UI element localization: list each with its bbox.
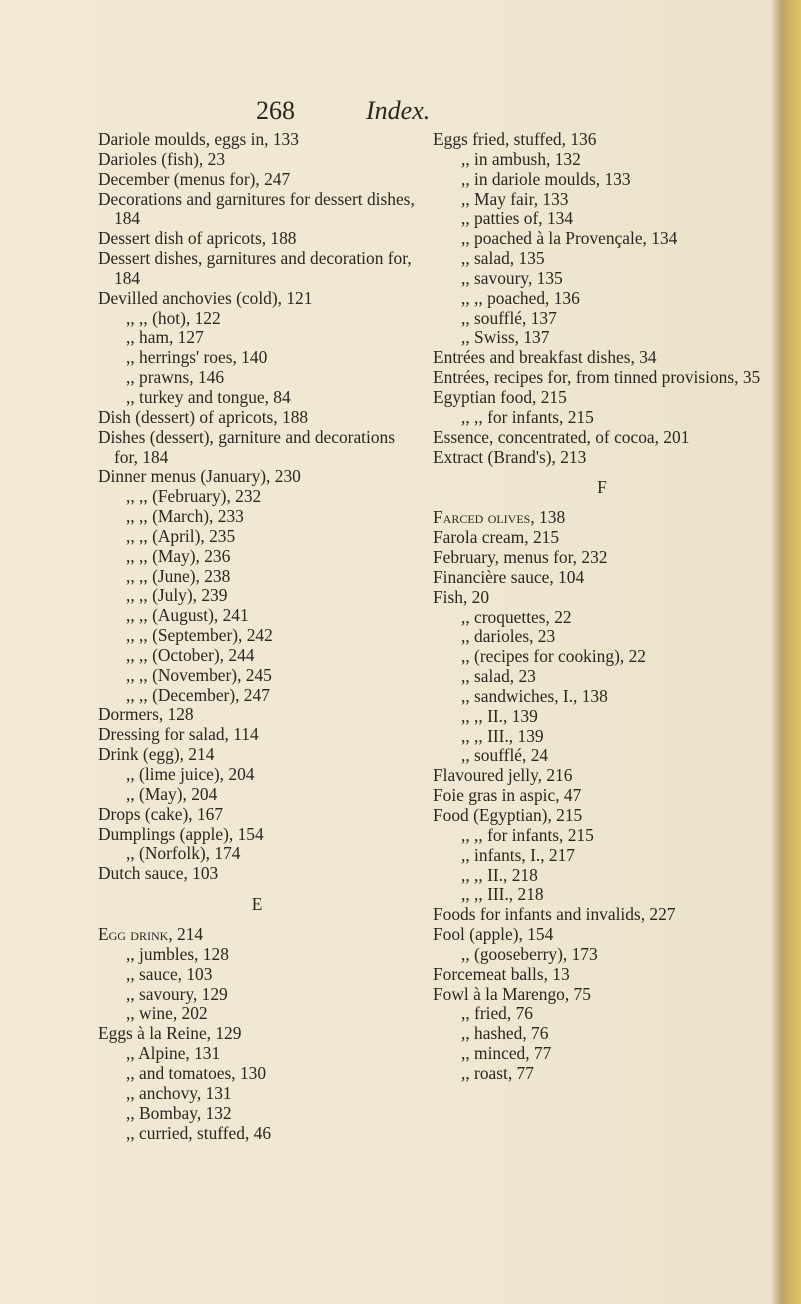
index-entry: February, menus for, 232 <box>433 547 608 568</box>
index-entry: Darioles (fish), 23 <box>98 148 226 169</box>
index-entry: Foods for infants and invalids, 227 <box>433 904 676 925</box>
index-entry: ,, soufflé, 24 <box>461 745 549 766</box>
index-entry: ,, (recipes for cooking), 22 <box>461 646 646 667</box>
index-entry: ,, ,, (hot), 122 <box>126 307 221 328</box>
index-entry: ,, ,, (October), 244 <box>126 644 255 665</box>
entry-lead-word: Farced olives <box>433 507 531 528</box>
index-entry: Dressing for salad, 114 <box>98 724 259 745</box>
index-entry: ,, ,, for infants, 215 <box>461 406 594 427</box>
index-entry: Foie gras in aspic, 47 <box>433 785 582 806</box>
index-entry: ,, poached à la Provençale, 134 <box>461 228 678 249</box>
index-entry: Farola cream, 215 <box>433 527 560 548</box>
index-entry: Dumplings (apple), 154 <box>98 823 264 844</box>
index-entry: ,, sauce, 103 <box>126 963 213 984</box>
index-entry: ,, ,, (May), 236 <box>126 545 231 566</box>
index-entry: ,, jumbles, 128 <box>126 943 229 964</box>
index-entry: ,, ,, II., 218 <box>461 864 538 885</box>
index-entry: Dessert dish of apricots, 188 <box>98 228 297 249</box>
index-entry: ,, wine, 202 <box>126 1003 208 1024</box>
page-header <box>0 96 801 132</box>
index-entry: Fowl à la Marengo, 75 <box>433 983 591 1004</box>
index-entry: ,, ,, (April), 235 <box>126 525 236 546</box>
index-entry: Egyptian food, 215 <box>433 386 567 407</box>
index-entry: ,, herrings' roes, 140 <box>126 347 268 368</box>
index-entry: Farced olives, 138 <box>433 507 566 528</box>
index-entry: Egg drink, 214 <box>98 924 204 945</box>
index-entry: ,, Swiss, 137 <box>461 327 550 348</box>
index-entry: ,, and tomatoes, 130 <box>126 1062 267 1083</box>
index-entry: ,, roast, 77 <box>461 1062 534 1083</box>
index-entry: ,, ,, (November), 245 <box>126 664 272 685</box>
index-entry: Dinner menus (January), 230 <box>98 466 301 487</box>
index-entry: ,, ,, (December), 247 <box>126 684 270 705</box>
index-entry: Dariole moulds, eggs in, 133 <box>98 129 299 149</box>
index-entry: ,, in ambush, 132 <box>461 148 581 169</box>
index-entry: ,, salad, 23 <box>461 666 536 687</box>
index-entry: ,, in dariole moulds, 133 <box>461 168 631 189</box>
index-entry: ,, ,, II., 139 <box>461 705 538 726</box>
index-entry: Devilled anchovies (cold), 121 <box>98 287 313 308</box>
index-entry: ,, soufflé, 137 <box>461 307 557 328</box>
index-entry: ,, curried, stuffed, 46 <box>126 1122 272 1143</box>
index-entry: ,, fried, 76 <box>461 1003 533 1024</box>
index-entry: ,, (May), 204 <box>126 783 218 804</box>
index-entry: Eggs à la Reine, 129 <box>98 1023 242 1044</box>
index-entry: Dutch sauce, 103 <box>98 863 219 884</box>
index-entry: Flavoured jelly, 216 <box>433 765 573 786</box>
index-entry: ,, salad, 135 <box>461 248 545 269</box>
index-entry: Dormers, 128 <box>98 704 194 725</box>
index-entry: ,, darioles, 23 <box>461 626 556 647</box>
index-entry: ,, ,, poached, 136 <box>461 287 580 308</box>
index-entry: Entrées, recipes for, from tinned provisions, 35 <box>433 367 761 388</box>
index-entry: Forcemeat balls, 13 <box>433 963 570 984</box>
index-entry: ,, ,, (March), 233 <box>126 506 244 527</box>
index-entry: ,, savoury, 129 <box>126 983 228 1004</box>
index-column-left <box>98 130 416 1143</box>
index-entry: Fish, 20 <box>433 586 490 607</box>
index-entry: ,, ,, III., 218 <box>461 884 544 905</box>
index-entry: ,, Alpine, 131 <box>126 1043 221 1064</box>
index-entry: Essence, concentrated, of cocoa, 201 <box>433 426 690 447</box>
index-entry: ,, (gooseberry), 173 <box>461 943 598 964</box>
index-entry: ,, hashed, 76 <box>461 1023 549 1044</box>
index-entry: ,, ,, for infants, 215 <box>461 824 594 845</box>
index-entry: ,, ,, (August), 241 <box>126 605 249 626</box>
index-entry: ,, turkey and tongue, 84 <box>126 386 291 407</box>
index-entry: Food (Egyptian), 215 <box>433 805 583 825</box>
index-entry: Dish (dessert) of apricots, 188 <box>98 406 309 427</box>
index-entry: Drops (cake), 167 <box>98 803 224 824</box>
index-entry: ,, ham, 127 <box>126 327 204 348</box>
index-entry: ,, ,, III., 139 <box>461 725 544 746</box>
index-entry: ,, ,, (June), 238 <box>126 565 231 586</box>
index-column-right <box>433 130 771 1084</box>
index-entry: Dessert dishes, garnitures and decoration for, 184 <box>98 248 412 288</box>
index-entry: ,, patties of, 134 <box>461 208 574 229</box>
page-number: 268 <box>256 96 295 125</box>
index-entry: ,, ,, (February), 232 <box>126 486 262 507</box>
index-entry: Fool (apple), 154 <box>433 924 554 945</box>
page-edge <box>771 0 801 1304</box>
index-entry: Entrées and breakfast dishes, 34 <box>433 347 657 368</box>
index-entry: Drink (egg), 214 <box>98 744 215 765</box>
index-entry: ,, Bombay, 132 <box>126 1102 232 1123</box>
entry-lead-word: Egg drink <box>98 924 169 945</box>
index-entry: ,, ,, (September), 242 <box>126 625 273 646</box>
index-entry: ,, minced, 77 <box>461 1043 552 1064</box>
section-letter: E <box>251 894 263 915</box>
index-entry: ,, (Norfolk), 174 <box>126 843 241 864</box>
index-entry: ,, savoury, 135 <box>461 267 563 288</box>
index-entry: December (menus for), 247 <box>98 168 291 189</box>
index-entry: Financière sauce, 104 <box>433 566 585 587</box>
index-entry: ,, croquettes, 22 <box>461 606 572 627</box>
index-entry: ,, (lime juice), 204 <box>126 764 255 784</box>
index-entry: ,, infants, I., 217 <box>461 844 575 865</box>
running-title: Index. <box>366 96 431 125</box>
index-entry: ,, sandwiches, I., 138 <box>461 685 608 706</box>
index-entry: ,, anchovy, 131 <box>126 1082 232 1103</box>
index-entry: Decorations and garnitures for dessert dishes, 184 <box>98 188 415 229</box>
index-entry: Dishes (dessert), garniture and decorations for, 184 <box>98 426 395 467</box>
index-entry: ,, ,, (July), 239 <box>126 585 228 606</box>
section-letter: F <box>597 477 607 498</box>
index-entry: Extract (Brand's), 213 <box>433 446 587 467</box>
index-entry: ,, May fair, 133 <box>461 188 569 209</box>
index-entry: Eggs fried, stuffed, 136 <box>433 129 597 149</box>
index-entry: ,, prawns, 146 <box>126 367 225 388</box>
